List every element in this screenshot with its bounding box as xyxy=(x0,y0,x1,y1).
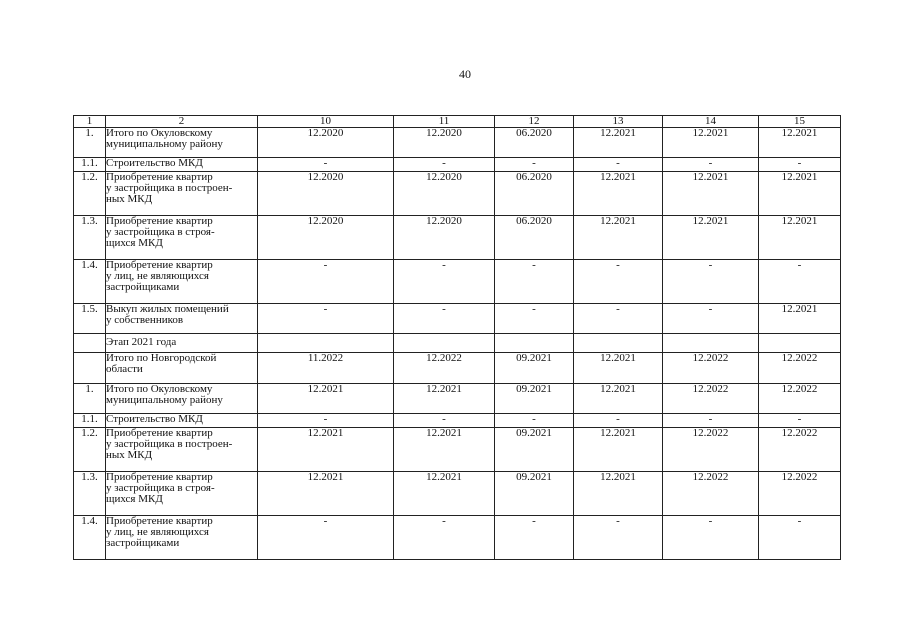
cell-value: 06.2020 xyxy=(495,172,574,216)
cell-value: 12.2022 xyxy=(759,472,841,516)
cell-value: - xyxy=(759,260,841,304)
cell-value: - xyxy=(495,260,574,304)
cell-value: 06.2020 xyxy=(495,216,574,260)
cell-value: 12.2020 xyxy=(258,216,394,260)
cell-value: - xyxy=(663,304,759,334)
cell-value: - xyxy=(574,158,663,172)
row-name xyxy=(106,414,258,428)
row-name xyxy=(106,304,258,334)
table-row xyxy=(74,516,841,560)
row-name xyxy=(106,172,258,216)
cell-value: 12.2022 xyxy=(759,353,841,384)
cell-value: - xyxy=(258,304,394,334)
column-header-13: 13 xyxy=(574,116,663,128)
cell-value: 12.2020 xyxy=(394,172,495,216)
row-name-line: у застройщика в строя- xyxy=(106,226,215,238)
row-name xyxy=(106,334,258,353)
cell-value: 12.2021 xyxy=(394,472,495,516)
row-name xyxy=(106,128,258,158)
cell-value: 09.2021 xyxy=(495,472,574,516)
cell-value: - xyxy=(495,158,574,172)
row-name xyxy=(106,216,258,260)
cell-value: 12.2021 xyxy=(574,128,663,158)
cell-value: 12.2021 xyxy=(759,304,841,334)
cell-value: - xyxy=(759,414,841,428)
cell-value: 12.2021 xyxy=(258,472,394,516)
row-number xyxy=(74,334,106,353)
row-name-line: Строительство МКД xyxy=(106,157,203,169)
row-name-line: у лиц, не являющихся xyxy=(106,526,209,538)
data-table xyxy=(73,115,841,560)
cell-value: - xyxy=(574,260,663,304)
row-number: 1.2. xyxy=(74,172,106,216)
row-name-line: Итого по Новгородской xyxy=(106,352,217,364)
table-row xyxy=(74,128,841,158)
cell-value: - xyxy=(574,414,663,428)
table-row xyxy=(74,216,841,260)
row-number: 1.5. xyxy=(74,304,106,334)
cell-value xyxy=(394,334,495,353)
cell-value: 12.2020 xyxy=(394,216,495,260)
row-name-line: у застройщика в строя- xyxy=(106,482,215,494)
page-number: 40 xyxy=(459,67,471,81)
table-header-row xyxy=(74,116,841,128)
column-header-11: 11 xyxy=(394,116,495,128)
cell-value: 12.2021 xyxy=(759,172,841,216)
cell-value: - xyxy=(258,158,394,172)
row-number: 1.4. xyxy=(74,516,106,560)
row-name-line: щихся МКД xyxy=(106,237,163,249)
cell-value: - xyxy=(759,158,841,172)
cell-value: 12.2021 xyxy=(394,428,495,472)
row-number: 1.1. xyxy=(74,414,106,428)
cell-value: 12.2021 xyxy=(574,384,663,414)
cell-value: - xyxy=(759,516,841,560)
table-row xyxy=(74,472,841,516)
cell-value: - xyxy=(495,304,574,334)
row-name-line: Итого по Окуловскому xyxy=(106,127,213,139)
cell-value: - xyxy=(663,158,759,172)
cell-value: - xyxy=(394,260,495,304)
row-number: 1.2. xyxy=(74,428,106,472)
row-name-line: у лиц, не являющихся xyxy=(106,270,209,282)
row-name-line: у собственников xyxy=(106,314,184,326)
row-number: 1.3. xyxy=(74,216,106,260)
cell-value: 12.2022 xyxy=(663,353,759,384)
row-name-line: у застройщика в построен- xyxy=(106,182,233,194)
cell-value: 12.2021 xyxy=(663,128,759,158)
table-row xyxy=(74,384,841,414)
cell-value: - xyxy=(394,158,495,172)
cell-value: 12.2022 xyxy=(759,384,841,414)
column-header-15: 15 xyxy=(759,116,841,128)
column-header-12: 12 xyxy=(495,116,574,128)
row-number: 1.1. xyxy=(74,158,106,172)
row-number: 1.3. xyxy=(74,472,106,516)
row-number: 1. xyxy=(74,128,106,158)
cell-value: - xyxy=(258,260,394,304)
row-name xyxy=(106,516,258,560)
row-name-line: муниципальному району xyxy=(106,138,223,150)
cell-value: 12.2021 xyxy=(663,216,759,260)
cell-value: - xyxy=(258,516,394,560)
cell-value: 12.2021 xyxy=(759,128,841,158)
row-name xyxy=(106,353,258,384)
row-name-line: Приобретение квартир xyxy=(106,515,213,527)
cell-value xyxy=(258,334,394,353)
table-row xyxy=(74,414,841,428)
cell-value: 12.2022 xyxy=(759,428,841,472)
cell-value: 12.2020 xyxy=(258,172,394,216)
cell-value: - xyxy=(663,414,759,428)
row-name-line: Приобретение квартир xyxy=(106,427,213,439)
table-row xyxy=(74,304,841,334)
cell-value: 12.2022 xyxy=(663,428,759,472)
row-name-line: Приобретение квартир xyxy=(106,171,213,183)
row-name-line: Выкуп жилых помещений xyxy=(106,303,229,315)
cell-value: 12.2021 xyxy=(258,384,394,414)
cell-value: 12.2021 xyxy=(258,428,394,472)
row-name-line: застройщиками xyxy=(106,537,180,549)
cell-value xyxy=(495,334,574,353)
cell-value: 12.2020 xyxy=(394,128,495,158)
row-name xyxy=(106,428,258,472)
cell-value xyxy=(574,334,663,353)
row-name-line: Итого по Окуловскому xyxy=(106,383,213,395)
column-header-1: 1 xyxy=(74,116,106,128)
row-name-line: застройщиками xyxy=(106,281,180,293)
stage-row xyxy=(74,334,841,353)
table-row xyxy=(74,260,841,304)
cell-value: - xyxy=(258,414,394,428)
table-row xyxy=(74,172,841,216)
row-name xyxy=(106,158,258,172)
cell-value: - xyxy=(394,414,495,428)
row-name-line: у застройщика в построен- xyxy=(106,438,233,450)
cell-value: 12.2021 xyxy=(759,216,841,260)
cell-value: 12.2021 xyxy=(574,472,663,516)
row-name-line: ных МКД xyxy=(106,449,153,461)
row-name-line: области xyxy=(106,363,143,375)
cell-value: 06.2020 xyxy=(495,128,574,158)
cell-value: 12.2021 xyxy=(574,216,663,260)
cell-value: - xyxy=(574,516,663,560)
row-number xyxy=(74,353,106,384)
cell-value: 09.2021 xyxy=(495,384,574,414)
cell-value: 12.2022 xyxy=(663,472,759,516)
cell-value: - xyxy=(394,516,495,560)
cell-value: 12.2022 xyxy=(394,353,495,384)
column-header-2: 2 xyxy=(106,116,258,128)
cell-value: 12.2020 xyxy=(258,128,394,158)
cell-value xyxy=(759,334,841,353)
cell-value: - xyxy=(495,516,574,560)
row-name xyxy=(106,260,258,304)
cell-value: - xyxy=(495,414,574,428)
row-number: 1. xyxy=(74,384,106,414)
table-row xyxy=(74,158,841,172)
cell-value: - xyxy=(394,304,495,334)
cell-value: 09.2021 xyxy=(495,353,574,384)
row-name xyxy=(106,472,258,516)
row-name-line: щихся МКД xyxy=(106,493,163,505)
cell-value: - xyxy=(574,304,663,334)
column-header-10: 10 xyxy=(258,116,394,128)
row-name-line: Приобретение квартир xyxy=(106,215,213,227)
cell-value: - xyxy=(663,516,759,560)
cell-value: 12.2021 xyxy=(663,172,759,216)
row-name-line: ных МКД xyxy=(106,193,153,205)
cell-value: 12.2021 xyxy=(574,353,663,384)
row-name-line: Этап 2021 года xyxy=(106,336,177,348)
table-row xyxy=(74,428,841,472)
cell-value: 12.2021 xyxy=(574,172,663,216)
row-name-line: Приобретение квартир xyxy=(106,259,213,271)
cell-value: 12.2022 xyxy=(663,384,759,414)
row-number: 1.4. xyxy=(74,260,106,304)
row-name-line: Строительство МКД xyxy=(106,413,203,425)
row-name-line: муниципальному району xyxy=(106,394,223,406)
table-row xyxy=(74,353,841,384)
cell-value: 12.2021 xyxy=(394,384,495,414)
cell-value: 12.2021 xyxy=(574,428,663,472)
row-name-line: Приобретение квартир xyxy=(106,471,213,483)
cell-value: 11.2022 xyxy=(258,353,394,384)
cell-value: 09.2021 xyxy=(495,428,574,472)
cell-value xyxy=(663,334,759,353)
cell-value: - xyxy=(663,260,759,304)
row-name xyxy=(106,384,258,414)
column-header-14: 14 xyxy=(663,116,759,128)
